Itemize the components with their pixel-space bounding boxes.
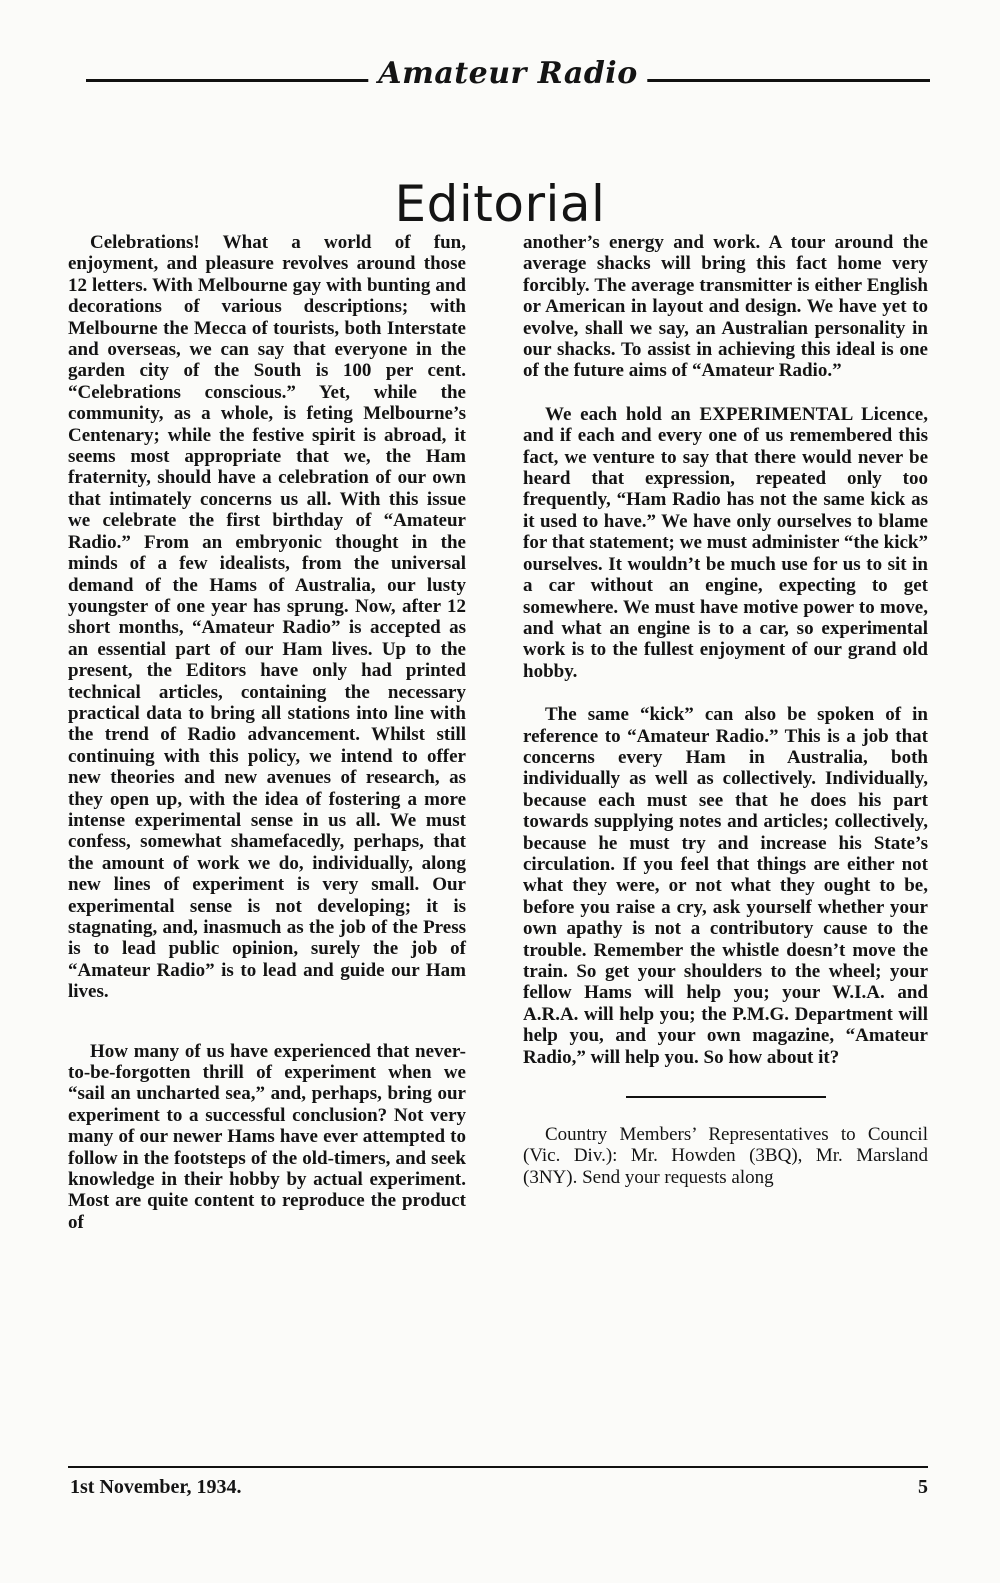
paragraph-experiment: How many of us have experienced that never-to-be-forgotten thrill of experiment when we “sail an uncharted sea,” and, perhaps, bring our experiment to a successful conclusion? Not very many of our newer Hams have ever attempted to follow in the footsteps of the old-timers, and seek knowledge in their hobby by actual experiment. Most are quite content to reproduce the product of — [68, 1040, 466, 1233]
footer-rule — [68, 1466, 928, 1468]
right-column — [523, 232, 928, 1188]
paragraph-continued: another’s energy and work. A tour around the average shacks will bring this fact home very forcibly. The average transmitter is either English or American in layout and design. We have yet to evolve, shall we say, an Australian personality in our shacks. To assist in achieving this ideal is one of the future aims of “Amateur Radio.” — [523, 232, 928, 382]
country-members-notice: Country Members’ Representatives to Council (Vic. Div.): Mr. Howden (3BQ), Mr. Marsland (3NY). Send your requests along — [523, 1124, 928, 1188]
issue-date: 1st November, 1934. — [70, 1476, 242, 1498]
paragraph-licence: We each hold an EXPERIMENTAL Licence, and if each and every one of us remembered this fact, we venture to say that there would never be heard that expression, repeated only too frequently, “Ham Radio has not the same kick as it used to have.” We have only ourselves to blame for that statement; we must administer “the kick” ourselves. It wouldn’t be much use for us to sit in a car without an engine, expecting to get somewhere. We must have motive power to move, and what an engine is to a car, so experimental work is to the fullest enjoyment of our grand old hobby. — [523, 403, 928, 682]
masthead-title: Amateur Radio — [368, 52, 647, 96]
page-title: Editorial — [394, 174, 606, 233]
section-divider — [626, 1096, 826, 1098]
page-number: 5 — [918, 1476, 928, 1498]
paragraph-celebrations: Celebrations! What a world of fun, enjoyment, and pleasure revolves around those 12 letters. With Melbourne gay with bunting and decorations of various descriptions; with Melbourne the Mecca of tourists, both Interstate and overseas, we can say that everyone in the garden city of the South is 100 per cent. “Celebrations conscious.” Yet, while the community, as a whole, is feting Melbourne’s Centenary; while the festive spirit is abroad, it seems most appropriate that we, the Ham fraternity, should have a celebration of our own that intimately concerns us all. With this issue we celebrate the first birthday of “Amateur Radio.” From an embryonic thought in the minds of a few idealists, from the universal demand of the Hams of Australia, our lusty youngster of one year has sprung. Now, after 12 short months, “Amateur Radio” is accepted as an essential part of our Ham lives. Up to the present, the Editors have only had printed technical articles, containing the necessary practical data to bring all stations into line with the trend of Radio advancement. Whilst still continuing with this policy, we intend to offer new theories and new avenues of research, as they open up, with the idea of fostering a more intense experimental sense in us all. We must confess, somewhat shamefacedly, perhaps, that the amount of work we do, individually, along new lines of experiment is very small. Our experimental sense is not developing; it is stagnating, and, inasmuch as the job of the Press is to lead public opinion, surely the job of “Amateur Radio” is to lead and guide our Ham lives. — [68, 232, 466, 1003]
left-column — [68, 232, 466, 1233]
masthead — [86, 52, 930, 102]
paragraph-kick: The same “kick” can also be spoken of in reference to “Amateur Radio.” This is a job that concerns every Ham in Australia, both individually as well as collectively. Individually, because each must see that he does his part towards supplying notes and articles; collectively, because he must try and increase his State’s circulation. If you feel that things are either not what they were, or not what they ought to be, before you raise a cry, ask yourself whether your own apathy is not a contributory cause to the trouble. Remember the whistle doesn’t move the train. So get your shoulders to the wheel; your fellow Hams will help you; your W.I.A. and A.R.A. will help you; the P.M.G. Department will help you, and your own magazine, “Amateur Radio,” will help you. So how about it? — [523, 704, 928, 1068]
